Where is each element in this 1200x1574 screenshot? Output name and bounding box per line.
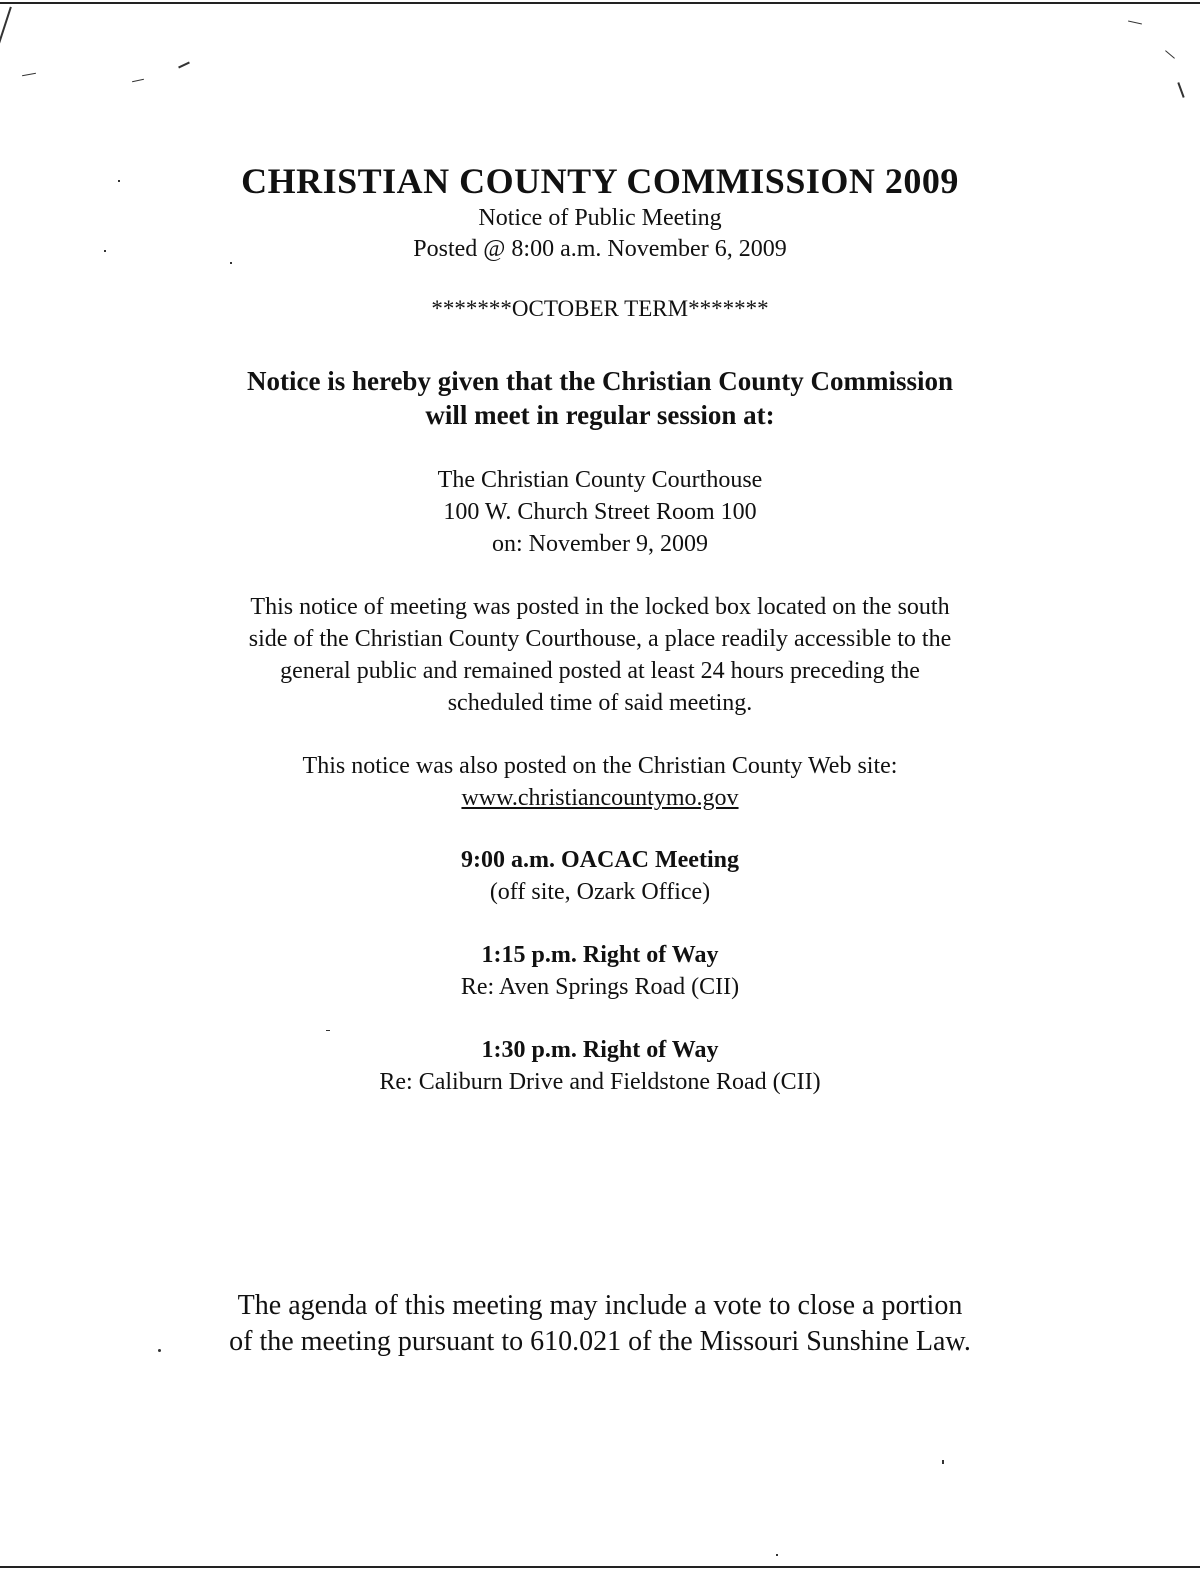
agenda-item	[0, 939, 1200, 1003]
agenda-item-detail: Re: Caliburn Drive and Fieldstone Road (CII)	[379, 1069, 821, 1095]
agenda-item-heading: 9:00 a.m. OACAC Meeting	[461, 847, 739, 873]
scan-speck	[178, 62, 190, 69]
posting-line: general public and remained posted at least 24 hours preceding the	[280, 658, 920, 684]
scan-speck	[776, 1554, 778, 1556]
agenda-item	[0, 1034, 1200, 1098]
term-banner: *******OCTOBER TERM*******	[431, 296, 769, 321]
posting-line: This notice of meeting was posted in the locked box located on the south	[250, 594, 950, 620]
posting-line: side of the Christian County Courthouse, a place readily accessible to the	[248, 626, 952, 652]
website-link[interactable]: www.christiancountymo.gov	[461, 785, 739, 811]
agenda-item	[0, 844, 1200, 908]
meeting-location	[0, 464, 1200, 560]
scan-speck	[1165, 50, 1175, 58]
scan-speck	[942, 1460, 944, 1464]
posted-timestamp: Posted @ 8:00 a.m. November 6, 2009	[413, 236, 787, 262]
scan-speck	[132, 79, 144, 82]
scan-speck	[1177, 82, 1184, 98]
location-line: 100 W. Church Street Room 100	[443, 499, 757, 525]
agenda-item-detail: Re: Aven Springs Road (CII)	[460, 974, 740, 1000]
scan-speck	[0, 7, 12, 44]
scan-speck	[326, 1030, 330, 1031]
agenda-item-heading: 1:15 p.m. Right of Way	[481, 942, 719, 968]
agenda-item-heading: 1:30 p.m. Right of Way	[481, 1037, 719, 1063]
notice-heading	[0, 364, 1200, 432]
web-notice-text: This notice was also posted on the Christian County Web site:	[302, 753, 898, 779]
document-title: CHRISTIAN COUNTY COMMISSION 2009	[241, 161, 959, 201]
sunshine-law-notice	[0, 1288, 1200, 1360]
agenda-item-detail: (off site, Ozark Office)	[489, 879, 711, 905]
notice-heading-line: will meet in regular session at:	[425, 400, 775, 430]
scan-edge-bottom	[0, 1566, 1200, 1568]
web-notice	[0, 750, 1200, 814]
scan-speck	[22, 73, 36, 76]
notice-heading-line: Notice is hereby given that the Christian County Commission	[246, 366, 953, 396]
posting-statement	[0, 591, 1200, 719]
document-subtitle: Notice of Public Meeting	[478, 205, 722, 231]
location-line: The Christian County Courthouse	[437, 467, 763, 493]
posting-line: scheduled time of said meeting.	[447, 690, 753, 716]
meeting-date: on: November 9, 2009	[492, 531, 708, 557]
scan-edge-top	[0, 2, 1200, 4]
scan-speck	[1128, 21, 1142, 25]
closing-line: of the meeting pursuant to 610.021 of the Missouri Sunshine Law.	[229, 1326, 971, 1357]
closing-line: The agenda of this meeting may include a vote to close a portion	[237, 1290, 963, 1321]
